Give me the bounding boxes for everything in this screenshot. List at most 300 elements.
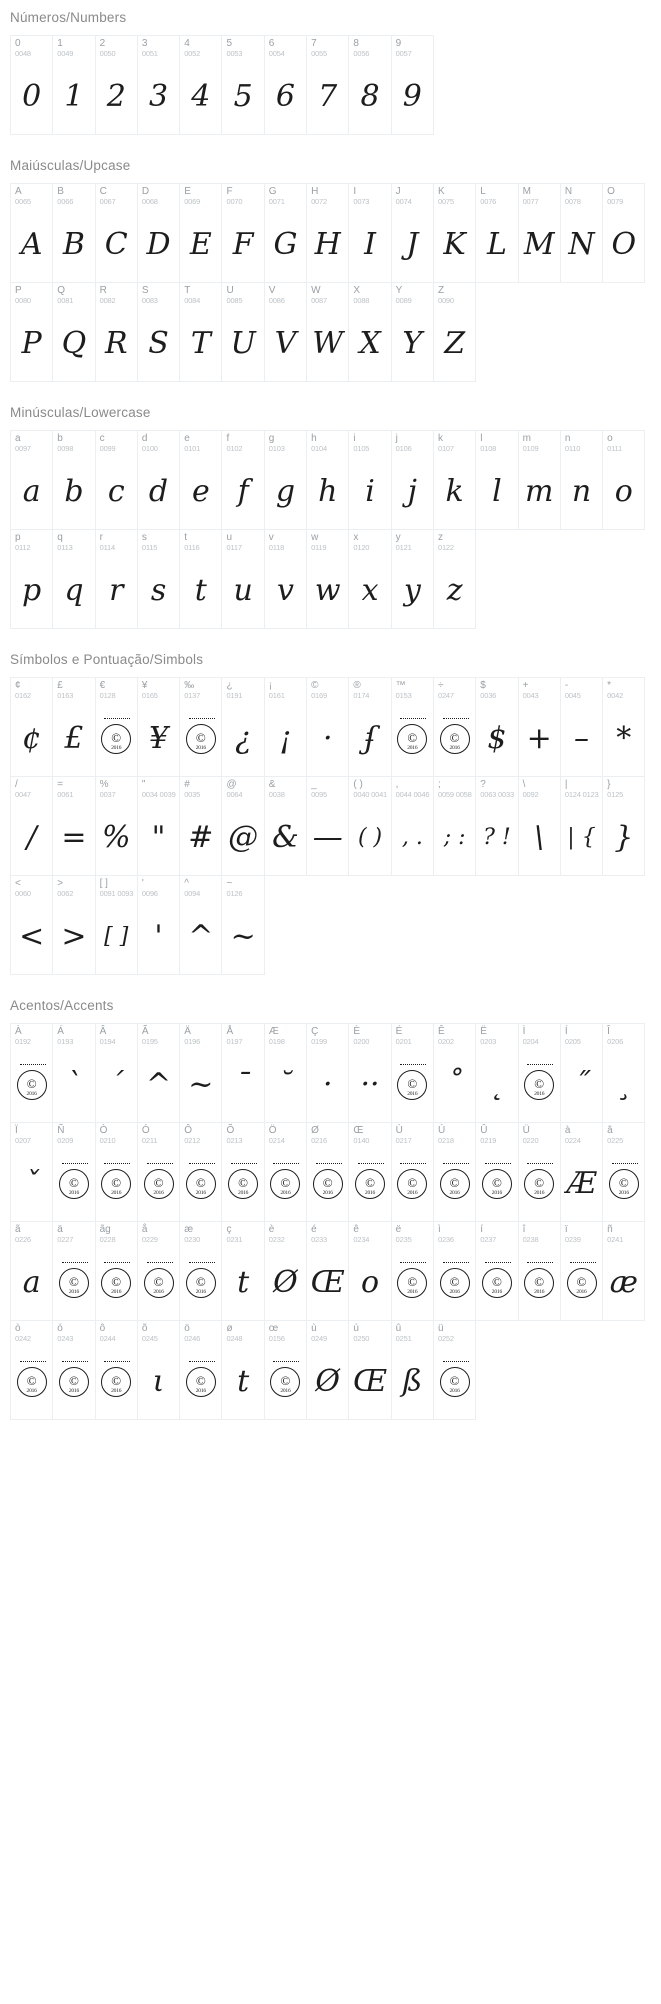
glyph-cell[interactable]	[306, 677, 349, 777]
glyph-cell[interactable]	[221, 1320, 264, 1420]
glyph-cell[interactable]	[52, 776, 95, 876]
glyph-char-label: C	[99, 186, 107, 197]
glyph-cell[interactable]	[264, 1221, 307, 1321]
glyph-char-label: Â	[99, 1026, 107, 1037]
glyph-code-label: 0153	[395, 691, 412, 700]
glyph-cell[interactable]	[95, 1221, 138, 1321]
missing-glyph-copyright-icon	[307, 1147, 348, 1221]
glyph-cell[interactable]	[10, 776, 53, 876]
glyph-cell[interactable]	[391, 35, 434, 135]
glyph-cell[interactable]	[221, 35, 264, 135]
copyright-icon	[59, 1268, 89, 1298]
glyph-cell[interactable]	[306, 35, 349, 135]
missing-glyph-copyright-icon	[561, 1246, 602, 1320]
glyph-char-label: @	[226, 779, 237, 790]
glyph-section	[0, 988, 661, 1419]
glyph-cell[interactable]	[52, 875, 95, 975]
glyph-cell[interactable]	[137, 35, 180, 135]
glyph-cell[interactable]	[602, 677, 645, 777]
glyph-cell[interactable]	[221, 677, 264, 777]
glyph-cell[interactable]	[95, 430, 138, 530]
glyph-code-label: 0037	[99, 790, 116, 799]
glyph-char-label: "	[141, 779, 146, 790]
copyright-symbol: ©	[449, 1273, 460, 1289]
glyph-char-label: €	[99, 680, 106, 691]
glyph-cell[interactable]	[10, 183, 53, 283]
glyph-char-label: >	[57, 878, 64, 889]
copyright-icon	[397, 1268, 427, 1298]
section-title: Símbolos e Pontuação/Simbols	[10, 652, 204, 667]
glyph-cell[interactable]	[95, 529, 138, 629]
glyph-cell[interactable]	[391, 677, 434, 777]
glyph-render: `	[66, 1067, 82, 1102]
glyph-cell[interactable]	[475, 1221, 518, 1321]
glyph-cell[interactable]	[95, 677, 138, 777]
copyright-year: 2016	[322, 1190, 333, 1196]
missing-glyph-copyright-icon	[180, 1147, 221, 1221]
copyright-icon	[17, 1070, 47, 1100]
glyph-cell[interactable]	[560, 1023, 603, 1123]
glyph-cell[interactable]	[306, 1320, 349, 1420]
missing-glyph-copyright-icon	[392, 1048, 433, 1122]
glyph-cell[interactable]	[433, 282, 476, 382]
glyph-cell[interactable]	[10, 282, 53, 382]
glyph-cell[interactable]	[348, 430, 391, 530]
copyright-symbol: ©	[534, 1174, 545, 1190]
glyph-char-label: A	[15, 186, 22, 197]
glyph-cell[interactable]	[137, 1320, 180, 1420]
glyph-render: #	[188, 820, 214, 855]
glyph-char-label: R	[99, 285, 107, 296]
glyph-render: 0	[22, 79, 42, 114]
glyph-char-label: ,	[395, 779, 399, 790]
glyph-code-label: 0045	[564, 691, 581, 700]
glyph-cell[interactable]	[221, 282, 264, 382]
glyph-cell[interactable]	[602, 1221, 645, 1321]
glyph-cell[interactable]	[348, 1221, 391, 1321]
glyph-cell[interactable]	[137, 875, 180, 975]
glyph-char-label: ¥	[141, 680, 148, 691]
glyph-code-label: 0124 0123	[564, 790, 599, 799]
glyph-cell[interactable]	[137, 183, 180, 283]
glyph-render: 5	[233, 79, 253, 114]
glyph-cell[interactable]	[391, 529, 434, 629]
glyph-cell[interactable]	[306, 1023, 349, 1123]
glyph-cell[interactable]	[518, 430, 561, 530]
glyph-render: $	[487, 721, 507, 756]
glyph-code-label: 0245	[141, 1334, 158, 1343]
glyph-cell[interactable]	[306, 282, 349, 382]
glyph-char-label: _	[311, 779, 317, 790]
glyph-cell[interactable]	[264, 1122, 307, 1222]
glyph-render: &	[272, 820, 299, 855]
glyph-render: S	[148, 326, 169, 361]
glyph-code-label: 0165	[141, 691, 158, 700]
glyph-cell[interactable]	[391, 430, 434, 530]
glyph-cell[interactable]	[306, 1122, 349, 1222]
glyph-cell[interactable]	[602, 430, 645, 530]
copyright-symbol: ©	[280, 1174, 291, 1190]
glyph-cell[interactable]	[433, 677, 476, 777]
glyph-code-label: 0117	[226, 543, 242, 552]
glyph-cell[interactable]	[433, 1320, 476, 1420]
copyright-symbol: ©	[407, 1273, 418, 1289]
glyph-cell[interactable]	[306, 529, 349, 629]
glyph-code-label: 0092	[522, 790, 539, 799]
glyph-render: 4	[191, 79, 211, 114]
glyph-char-label: 9	[395, 38, 402, 49]
glyph-cell[interactable]	[348, 282, 391, 382]
glyph-code-label: 0047	[15, 790, 31, 799]
glyph-cell[interactable]	[602, 183, 645, 283]
glyph-cell[interactable]	[52, 1221, 95, 1321]
glyph-cell[interactable]	[433, 430, 476, 530]
missing-glyph-copyright-icon	[476, 1147, 517, 1221]
glyph-render: H	[314, 227, 341, 262]
copyright-icon	[397, 1070, 427, 1100]
glyph-cell[interactable]	[264, 677, 307, 777]
glyph-code-label: 0121	[395, 543, 412, 552]
glyph-render: Z	[444, 326, 466, 361]
glyph-code-label: 0120	[353, 543, 370, 552]
glyph-render: b	[64, 474, 84, 509]
glyph-cell[interactable]	[221, 1221, 264, 1321]
glyph-render: ·	[322, 1067, 333, 1102]
glyph-char-label: é	[311, 1224, 317, 1235]
glyph-cell[interactable]	[221, 776, 264, 876]
copyright-year: 2016	[576, 1289, 587, 1295]
glyph-code-label: 0169	[311, 691, 327, 700]
glyph-cell[interactable]	[348, 1023, 391, 1123]
glyph-cell[interactable]	[475, 1023, 518, 1123]
glyph-char-label: è	[268, 1224, 275, 1235]
glyph-cell[interactable]	[179, 1122, 222, 1222]
missing-glyph-copyright-icon	[11, 1048, 52, 1122]
glyph-cell[interactable]	[433, 776, 476, 876]
glyph-cell[interactable]	[179, 529, 222, 629]
glyph-cell[interactable]	[264, 529, 307, 629]
glyph-char-label: È	[353, 1026, 361, 1037]
glyph-render: X	[359, 326, 381, 361]
glyph-cell[interactable]	[433, 1023, 476, 1123]
glyph-char-label: ã	[15, 1224, 21, 1235]
glyph-char-label: Ç	[311, 1026, 319, 1037]
glyph-cell[interactable]	[10, 529, 53, 629]
glyph-char-label: 5	[226, 38, 233, 49]
glyph-code-label: 0238	[522, 1235, 539, 1244]
glyph-cell[interactable]	[179, 1221, 222, 1321]
glyph-render: ·	[322, 721, 333, 756]
glyph-render: k	[445, 474, 464, 509]
glyph-cell[interactable]	[52, 282, 95, 382]
glyph-char-label: Ó	[141, 1125, 150, 1136]
glyph-char-label: 4	[184, 38, 190, 49]
glyph-cell[interactable]	[179, 35, 222, 135]
glyph-cell[interactable]	[264, 282, 307, 382]
glyph-cell[interactable]	[433, 183, 476, 283]
glyph-code-label: 0202	[437, 1037, 454, 1046]
glyph-char-label: <	[15, 878, 21, 889]
glyph-cell[interactable]	[602, 1023, 645, 1123]
glyph-cell[interactable]	[179, 1023, 222, 1123]
glyph-cell[interactable]	[518, 677, 561, 777]
glyph-code-label: 0036	[480, 691, 497, 700]
glyph-cell[interactable]	[179, 677, 222, 777]
glyph-cell[interactable]	[95, 183, 138, 283]
glyph-render: p	[22, 573, 42, 608]
glyph-cell[interactable]	[179, 282, 222, 382]
glyph-cell[interactable]	[52, 1023, 95, 1123]
glyph-cell[interactable]	[518, 1122, 561, 1222]
glyph-cell[interactable]	[348, 529, 391, 629]
glyph-cell[interactable]	[264, 430, 307, 530]
glyph-cell[interactable]	[475, 430, 518, 530]
glyph-code-label: 0106	[395, 444, 412, 453]
glyph-code-label: 0203	[480, 1037, 497, 1046]
glyph-cell[interactable]	[391, 1122, 434, 1222]
glyph-cell[interactable]	[179, 776, 222, 876]
glyph-char-label: p	[15, 532, 21, 543]
glyph-cell[interactable]	[391, 282, 434, 382]
glyph-cell[interactable]	[95, 35, 138, 135]
glyph-cell[interactable]	[560, 776, 603, 876]
glyph-code-label: 0082	[99, 296, 116, 305]
glyph-cell[interactable]	[10, 1320, 53, 1420]
missing-glyph-copyright-icon	[53, 1345, 94, 1419]
glyph-code-label: 0099	[99, 444, 116, 453]
copyright-icon	[228, 1169, 258, 1199]
glyph-cell[interactable]	[264, 183, 307, 283]
glyph-cell[interactable]	[560, 183, 603, 283]
glyph-render: –	[574, 721, 589, 756]
glyph-char-label: 0	[15, 38, 21, 49]
glyph-cell[interactable]	[475, 1122, 518, 1222]
glyph-cell[interactable]	[95, 875, 138, 975]
glyph-cell[interactable]	[221, 430, 264, 530]
missing-glyph-copyright-icon	[138, 1147, 179, 1221]
glyph-cell[interactable]	[52, 1122, 95, 1222]
glyph-cell[interactable]	[52, 35, 95, 135]
glyph-cell[interactable]	[348, 183, 391, 283]
glyph-render: ´	[108, 1067, 124, 1102]
copyright-year: 2016	[449, 1289, 460, 1295]
glyph-cell[interactable]	[433, 1221, 476, 1321]
glyph-code-label: 0110	[564, 444, 581, 453]
copyright-icon	[101, 1169, 131, 1199]
glyph-cell[interactable]	[348, 1122, 391, 1222]
glyph-code-label: 0207	[15, 1136, 31, 1145]
glyph-char-label: d	[141, 433, 148, 444]
glyph-cell[interactable]	[391, 1023, 434, 1123]
copyright-icon	[397, 724, 427, 754]
glyph-cell[interactable]	[560, 430, 603, 530]
glyph-code-label: 0072	[311, 197, 327, 206]
copyright-icon	[355, 1169, 385, 1199]
glyph-char-label: ãg	[99, 1224, 111, 1235]
glyph-code-label: 0096	[141, 889, 158, 898]
glyph-render: u	[233, 573, 253, 608]
glyph-cell[interactable]	[137, 677, 180, 777]
glyph-cell[interactable]	[306, 430, 349, 530]
glyph-char-label: ( )	[353, 779, 363, 790]
glyph-render: Ø	[273, 1265, 298, 1300]
glyph-cell[interactable]	[95, 776, 138, 876]
glyph-render: ^	[145, 1067, 172, 1102]
glyph-cell[interactable]	[264, 776, 307, 876]
copyright-year: 2016	[407, 745, 418, 751]
glyph-grid	[10, 35, 651, 134]
glyph-cell[interactable]	[221, 875, 264, 975]
glyph-code-label: 0105	[353, 444, 370, 453]
glyph-cell[interactable]	[602, 1122, 645, 1222]
glyph-cell[interactable]	[221, 183, 264, 283]
copyright-icon	[440, 1367, 470, 1397]
glyph-cell[interactable]	[10, 1122, 53, 1222]
glyph-cell[interactable]	[179, 875, 222, 975]
glyph-render: j	[407, 474, 417, 509]
glyph-code-label: 0217	[395, 1136, 412, 1145]
glyph-cell[interactable]	[221, 1023, 264, 1123]
glyph-cell[interactable]	[137, 776, 180, 876]
glyph-cell[interactable]	[52, 430, 95, 530]
glyph-code-label: 0210	[99, 1136, 116, 1145]
glyph-code-label: 0247	[437, 691, 454, 700]
glyph-cell[interactable]	[10, 1023, 53, 1123]
glyph-cell[interactable]	[264, 1023, 307, 1123]
glyph-cell[interactable]	[306, 183, 349, 283]
glyph-char-label: w	[311, 532, 319, 543]
glyph-cell[interactable]	[518, 776, 561, 876]
glyph-cell[interactable]	[560, 677, 603, 777]
glyph-cell[interactable]	[52, 529, 95, 629]
copyright-symbol: ©	[449, 1372, 460, 1388]
glyph-char-label: y	[395, 532, 401, 543]
glyph-char-label: s	[141, 532, 147, 543]
glyph-code-label: 0224	[564, 1136, 581, 1145]
glyph-code-label: 0239	[564, 1235, 581, 1244]
copyright-year: 2016	[195, 1289, 206, 1295]
glyph-render: T	[190, 326, 211, 361]
glyph-cell[interactable]	[95, 1320, 138, 1420]
glyph-cell[interactable]	[391, 1320, 434, 1420]
copyright-symbol: ©	[68, 1372, 79, 1388]
glyph-cell[interactable]	[348, 1320, 391, 1420]
glyph-cell[interactable]	[518, 183, 561, 283]
glyph-cell[interactable]	[52, 1320, 95, 1420]
glyph-cell[interactable]	[52, 677, 95, 777]
glyph-render: ~	[188, 1067, 214, 1102]
glyph-cell[interactable]	[264, 35, 307, 135]
glyph-code-label: 0098	[57, 444, 74, 453]
glyph-render: ? !	[483, 825, 511, 850]
glyph-cell[interactable]	[475, 677, 518, 777]
glyph-cell[interactable]	[179, 1320, 222, 1420]
glyph-cell[interactable]	[221, 1122, 264, 1222]
glyph-char-label: Ì	[522, 1026, 526, 1037]
glyph-cell[interactable]	[10, 677, 53, 777]
glyph-cell[interactable]	[475, 776, 518, 876]
glyph-cell[interactable]	[137, 1122, 180, 1222]
missing-glyph-copyright-icon	[222, 1147, 263, 1221]
glyph-cell[interactable]	[95, 1023, 138, 1123]
glyph-cell[interactable]	[306, 776, 349, 876]
glyph-cell[interactable]	[602, 776, 645, 876]
glyph-cell[interactable]	[221, 529, 264, 629]
glyph-cell[interactable]	[179, 430, 222, 530]
glyph-char-label: B	[57, 186, 64, 197]
copyright-icon	[397, 1169, 427, 1199]
glyph-cell[interactable]	[391, 1221, 434, 1321]
glyph-cell[interactable]	[348, 776, 391, 876]
glyph-code-label: 0119	[311, 543, 327, 552]
glyph-char-label: G	[268, 186, 277, 197]
glyph-render: x	[361, 573, 379, 608]
glyph-char-label: F	[226, 186, 233, 197]
glyph-code-label: 0196	[184, 1037, 201, 1046]
glyph-char-label: ó	[57, 1323, 63, 1334]
glyph-cell[interactable]	[475, 183, 518, 283]
glyph-code-label: 0236	[437, 1235, 454, 1244]
glyph-char-label: ^	[184, 878, 189, 889]
copyright-icon	[144, 1169, 174, 1199]
glyph-cell[interactable]	[10, 35, 53, 135]
glyph-cell[interactable]	[137, 529, 180, 629]
missing-glyph-copyright-icon	[349, 1147, 390, 1221]
glyph-render: '	[154, 919, 163, 954]
glyph-cell[interactable]	[306, 1221, 349, 1321]
glyph-char-label: À	[15, 1026, 22, 1037]
glyph-char-label: ©	[311, 680, 319, 691]
glyph-cell[interactable]	[52, 183, 95, 283]
glyph-code-label: 0156	[268, 1334, 285, 1343]
glyph-cell[interactable]	[264, 1320, 307, 1420]
glyph-cell[interactable]	[518, 1221, 561, 1321]
glyph-render: D	[146, 227, 171, 262]
copyright-icon	[144, 1268, 174, 1298]
copyright-icon	[101, 724, 131, 754]
glyph-cell[interactable]	[391, 183, 434, 283]
glyph-render: "	[151, 820, 166, 855]
glyph-char-label: x	[353, 532, 359, 543]
glyph-cell[interactable]	[95, 282, 138, 382]
glyph-cell[interactable]	[10, 430, 53, 530]
missing-glyph-copyright-icon	[265, 1147, 306, 1221]
glyph-code-label: 0163	[57, 691, 74, 700]
glyph-cell[interactable]	[10, 1221, 53, 1321]
glyph-cell[interactable]	[348, 35, 391, 135]
glyph-cell[interactable]	[560, 1122, 603, 1222]
glyph-code-label: 0199	[311, 1037, 327, 1046]
glyph-cell[interactable]	[10, 875, 53, 975]
glyph-cell[interactable]	[433, 1122, 476, 1222]
glyph-char-label: r	[99, 532, 103, 543]
glyph-cell[interactable]	[137, 1221, 180, 1321]
glyph-cell[interactable]	[433, 529, 476, 629]
missing-glyph-copyright-icon	[180, 1246, 221, 1320]
glyph-cell[interactable]	[518, 1023, 561, 1123]
glyph-cell[interactable]	[179, 183, 222, 283]
missing-glyph-copyright-icon	[53, 1246, 94, 1320]
glyph-cell[interactable]	[137, 1023, 180, 1123]
glyph-render: Æ	[566, 1166, 597, 1201]
glyph-cell[interactable]	[391, 776, 434, 876]
glyph-cell[interactable]	[137, 430, 180, 530]
glyph-code-label: 0059 0058	[437, 790, 472, 799]
glyph-cell[interactable]	[560, 1221, 603, 1321]
glyph-cell[interactable]	[137, 282, 180, 382]
glyph-cell[interactable]	[348, 677, 391, 777]
glyph-cell[interactable]	[95, 1122, 138, 1222]
